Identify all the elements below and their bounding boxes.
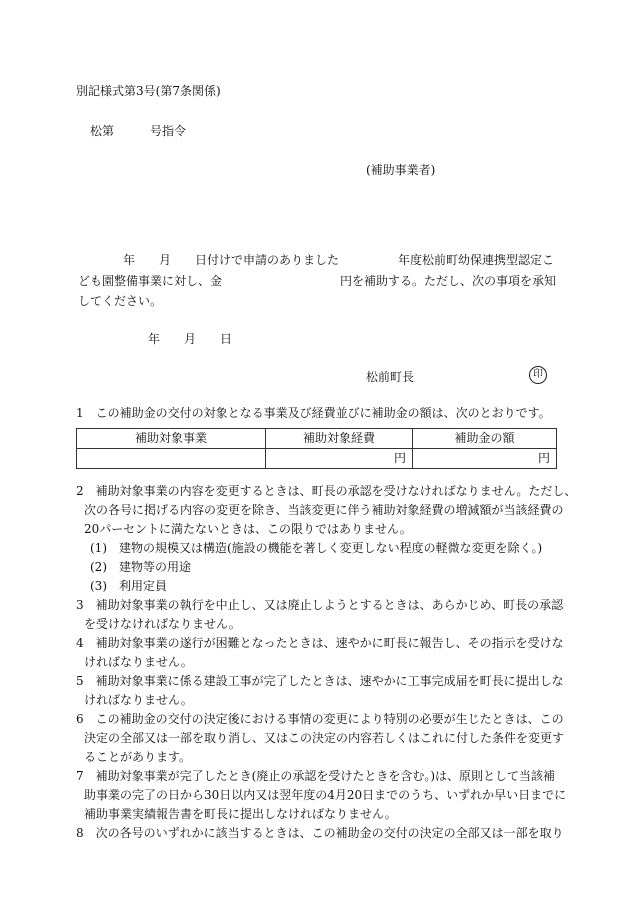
subsidy-table xyxy=(76,428,557,469)
header-cost: 補助対象経費 xyxy=(266,429,413,449)
body-line2-a: ども園整備事業に対し、金 xyxy=(78,274,223,288)
designation-number: 松第 号指令 xyxy=(90,124,187,138)
item-7-line-1: 7 補助対象事業が完了したとき(廃止の承認を受けたときを含む。)は、原則として当該補 xyxy=(76,769,556,783)
item-7-line-2: 助事業の完了の日から30日以内又は翌年度の4月20日までのうち、いずれか早い日までに xyxy=(84,788,567,802)
body-line2-b: 円を補助する。ただし、次の事項を承知 xyxy=(340,274,557,288)
item-2-line-1: 2 補助対象事業の内容を変更するときは、町長の承認を受けなければなりません。ただし、 xyxy=(76,484,577,498)
header-amount: 補助金の額 xyxy=(413,429,557,449)
table-row xyxy=(77,449,557,469)
item-7-line-3: 補助事業実績報告書を町長に提出しなければなりません。 xyxy=(84,807,397,821)
form-title: 別記様式第3号(第7条関係) xyxy=(76,84,221,98)
cell-project xyxy=(77,449,266,469)
table-header-row xyxy=(77,429,557,449)
item-4-line-2: ければなりません。 xyxy=(84,655,193,669)
body-line3: してください。 xyxy=(78,294,163,308)
recipient-label: (補助事業者) xyxy=(366,163,436,177)
item-5-line-2: ければなりません。 xyxy=(84,693,193,707)
item-6-line-1: 6 この補助金の交付の決定後における事情の変更により特別の必要が生じたときは、この xyxy=(76,712,564,726)
item-2-sub-2: (2) 建物等の用途 xyxy=(90,560,191,574)
issue-date: 年 月 日 xyxy=(148,332,233,346)
item-2-line-2: 次の各号に掲げる内容の変更を除き、当該変更に伴う補助対象経費の増減額が当該経費の xyxy=(84,503,564,517)
item-2-sub-1: (1) 建物の規模又は構造(施設の機能を著しく変更しない程度の軽微な変更を除く。) xyxy=(90,541,543,555)
item-3-line-2: を受けなければなりません。 xyxy=(84,617,241,631)
cell-amount-unit: 円 xyxy=(413,449,557,469)
header-project: 補助対象事業 xyxy=(77,429,266,449)
item-4-line-1: 4 補助対象事業の遂行が困難となったときは、速やかに町長に報告し、その指示を受けな xyxy=(76,636,564,650)
item-6-line-3: ることがあります。 xyxy=(84,750,192,764)
seal-mark: 印 xyxy=(529,366,547,384)
item-1: 1 この補助金の交付の対象となる事業及び経費並びに補助金の額は、次のとおりです。 xyxy=(76,406,551,420)
item-6-line-2: 決定の全部又は一部を取り消し、又はこの決定の内容若しくはこれに付した条件を変更す xyxy=(84,731,565,745)
cell-cost-unit: 円 xyxy=(266,449,413,469)
item-5-line-1: 5 補助対象事業に係る建設工事が完了したときは、速やかに工事完成届を町長に提出しな xyxy=(76,674,564,688)
item-2-line-3: 20パーセントに満たないときは、この限りではありません。 xyxy=(84,522,412,536)
item-3-line-1: 3 補助対象事業の執行を中止し、又は廃止しようとするときは、あらかじめ、町長の承認 xyxy=(76,598,564,612)
issuer-name: 松前町長 xyxy=(366,370,415,384)
body-line1-program: 年度松前町幼保連携型認定こ xyxy=(398,253,555,267)
body-line1-date: 年 月 日付けで申請のありました xyxy=(123,253,340,267)
item-8-line-1: 8 次の各号のいずれかに該当するときは、この補助金の交付の決定の全部又は一部を取り xyxy=(76,826,564,840)
item-2-sub-3: (3) 利用定員 xyxy=(90,579,167,593)
